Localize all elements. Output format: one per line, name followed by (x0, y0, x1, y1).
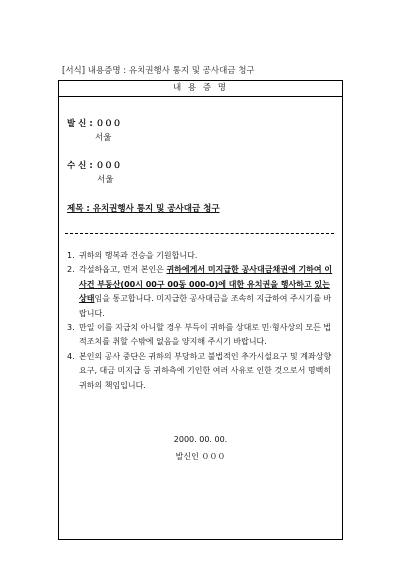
divider-line (65, 233, 334, 234)
recipient-address: 서울 (97, 175, 114, 185)
item-number: 1. (67, 251, 75, 260)
item-text: 귀하의 행복과 건승을 기원합니다. (79, 251, 198, 260)
certified-letter-frame (58, 80, 343, 540)
document-caption: [서식] 내용증명 : 유치권행사 통지 및 공사대금 청구 (62, 66, 255, 76)
item-text-tail: 임을 통고합니다. 미지급한 공사대금을 조속히 지급하여 주시기를 바랍니다. (79, 294, 332, 318)
item-text: 만일 이를 지급치 아니할 경우 부득이 귀하를 상대로 민·형사상의 모든 법적조치를 취할 수밖에 없음을 양지해 주시기 바랍니다. (79, 323, 332, 347)
recipient-label: 수 신 : ０００ (67, 161, 122, 171)
sender-address: 서울 (95, 133, 112, 143)
item-text: 본인의 공사 중단은 귀하의 부당하고 불법적인 추가시설요구 및 계좌상향요구, 대금 미지급 등 귀하측에 기인한 여러 사유로 인한 것으로서 명백히 귀하의 책임입니다. (79, 351, 332, 390)
sender-signature: 발신인 ０００ (175, 452, 226, 461)
letter-header: 내 용 증 명 (59, 81, 342, 97)
list-item (67, 263, 337, 321)
item-text-emphasis: 귀하에게서 미지급한 공사대금채권에 기하여 이 사건 부동산(00시 00구 00동 000-0)에 대한 유치권을 행사하고 있는 상태 (79, 265, 333, 304)
item-number: 2. (67, 265, 75, 275)
list-item (67, 249, 337, 263)
letter-subject: 제목 : 유치권행사 통지 및 공사대금 청구 (67, 204, 220, 214)
item-text (79, 263, 337, 321)
sender-label: 발 신 : ０００ (67, 119, 122, 129)
item-text-lead: 각설하옵고, 먼저 본인은 (79, 265, 167, 275)
item-number: 4. (67, 351, 75, 361)
list-item (67, 350, 337, 393)
item-number: 3. (67, 323, 75, 333)
list-item (67, 321, 337, 350)
letter-date: 2000. 00. 00. (173, 435, 228, 444)
letter-body (67, 249, 337, 393)
